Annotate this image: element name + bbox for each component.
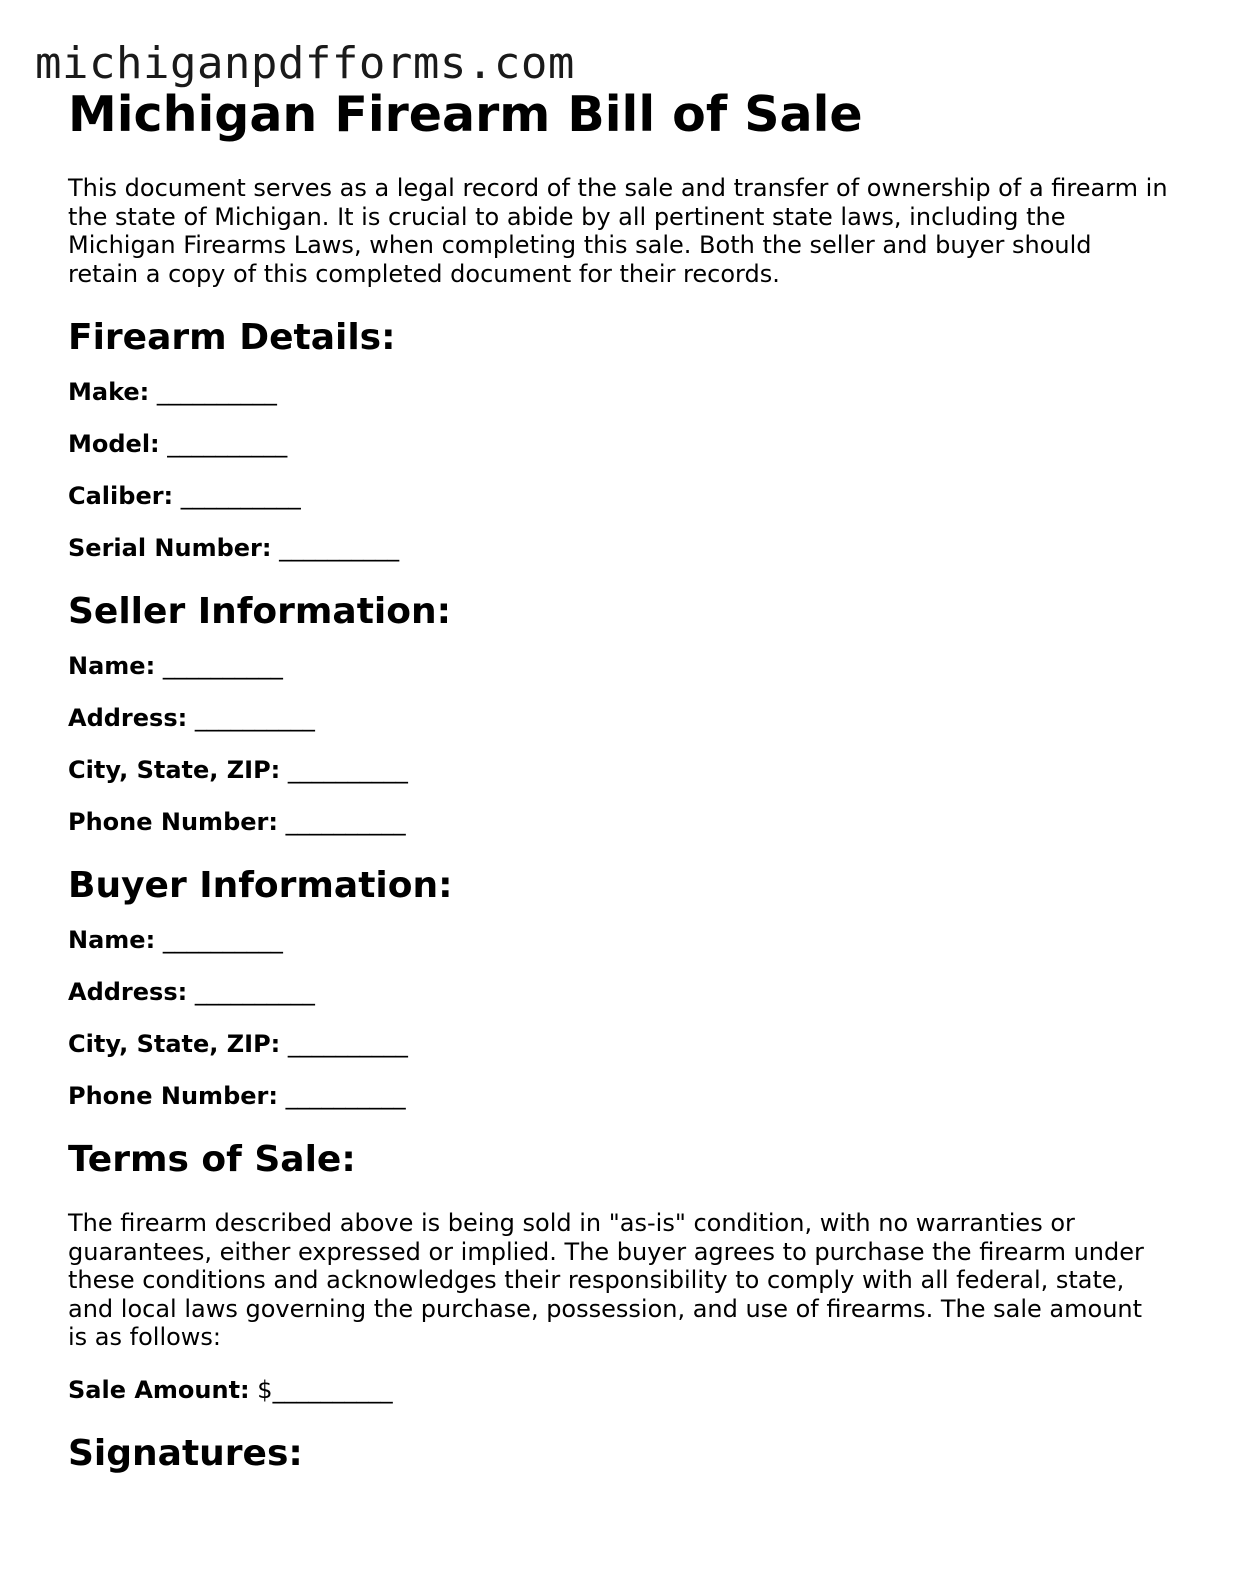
sale-amount-field[interactable] — [68, 1376, 1168, 1404]
seller-phone-label: Phone Number: — [68, 808, 278, 836]
make-blank[interactable]: __________ — [156, 378, 277, 406]
sale-amount-label: Sale Amount: — [68, 1375, 250, 1404]
signatures-heading: Signatures: — [68, 1432, 303, 1474]
seller-address-blank[interactable]: __________ — [194, 704, 315, 732]
buyer-city-state-zip-field[interactable] — [68, 1030, 1168, 1058]
seller-phone-field[interactable] — [68, 808, 1168, 836]
page-title: Michigan Firearm Bill of Sale — [68, 86, 863, 143]
buyer-address-blank[interactable]: __________ — [194, 978, 315, 1006]
buyer-fields — [68, 908, 1168, 1110]
firearm-details-heading: Firearm Details: — [68, 317, 396, 358]
buyer-phone-label: Phone Number: — [68, 1082, 278, 1110]
model-blank[interactable]: __________ — [167, 430, 288, 458]
make-field[interactable] — [68, 378, 1168, 406]
sale-amount-blank[interactable]: __________ — [272, 1375, 393, 1404]
buyer-address-label: Address: — [68, 978, 188, 1006]
caliber-label: Caliber: — [68, 482, 174, 510]
buyer-information-heading: Buyer Information: — [68, 865, 453, 906]
model-label: Model: — [68, 430, 160, 458]
seller-address-label: Address: — [68, 704, 188, 732]
seller-city-state-zip-label: City, State, ZIP: — [68, 756, 281, 784]
buyer-name-label: Name: — [68, 926, 156, 954]
seller-fields — [68, 634, 1168, 836]
buyer-phone-field[interactable] — [68, 1082, 1168, 1110]
caliber-field[interactable] — [68, 482, 1168, 510]
buyer-address-field[interactable] — [68, 978, 1168, 1006]
caliber-blank[interactable]: __________ — [180, 482, 301, 510]
buyer-name-field[interactable] — [68, 926, 1168, 954]
document-page — [68, 84, 1168, 1476]
intro-paragraph: This document serves as a legal record of the sale and transfer of ownership of a firearm in the state of Michigan. It is crucial to abide by all pertinent state laws, including the Michigan Firearms Laws, when completing this sale. Both the seller and buyer should retain a copy of this completed document for their records. — [68, 174, 1168, 288]
model-field[interactable] — [68, 430, 1168, 458]
seller-name-blank[interactable]: __________ — [162, 652, 283, 680]
serial-number-blank[interactable]: __________ — [279, 534, 400, 562]
currency-symbol: $ — [257, 1375, 273, 1404]
seller-city-state-zip-blank[interactable]: __________ — [287, 756, 408, 784]
seller-address-field[interactable] — [68, 704, 1168, 732]
terms-paragraph: The firearm described above is being sold in "as-is" condition, with no warranties or guarantees, either expressed or implied. The buyer agrees to purchase the firearm under these conditions and acknowledges their responsibility to comply with all federal, state, and local laws governing the purchase, possession, and use of firearms. The sale amount is as follows: — [68, 1209, 1144, 1351]
watermark: michiganpdfforms.com — [35, 38, 575, 89]
seller-name-field[interactable] — [68, 652, 1168, 680]
serial-number-label: Serial Number: — [68, 534, 272, 562]
buyer-phone-blank[interactable]: __________ — [285, 1082, 406, 1110]
seller-city-state-zip-field[interactable] — [68, 756, 1168, 784]
seller-name-label: Name: — [68, 652, 156, 680]
make-label: Make: — [68, 378, 150, 406]
firearm-fields — [68, 360, 1168, 562]
buyer-name-blank[interactable]: __________ — [162, 926, 283, 954]
seller-information-heading: Seller Information: — [68, 591, 452, 632]
buyer-city-state-zip-blank[interactable]: __________ — [287, 1030, 408, 1058]
terms-of-sale-heading: Terms of Sale: — [68, 1139, 356, 1180]
serial-number-field[interactable] — [68, 534, 1168, 562]
buyer-city-state-zip-label: City, State, ZIP: — [68, 1030, 281, 1058]
seller-phone-blank[interactable]: __________ — [285, 808, 406, 836]
